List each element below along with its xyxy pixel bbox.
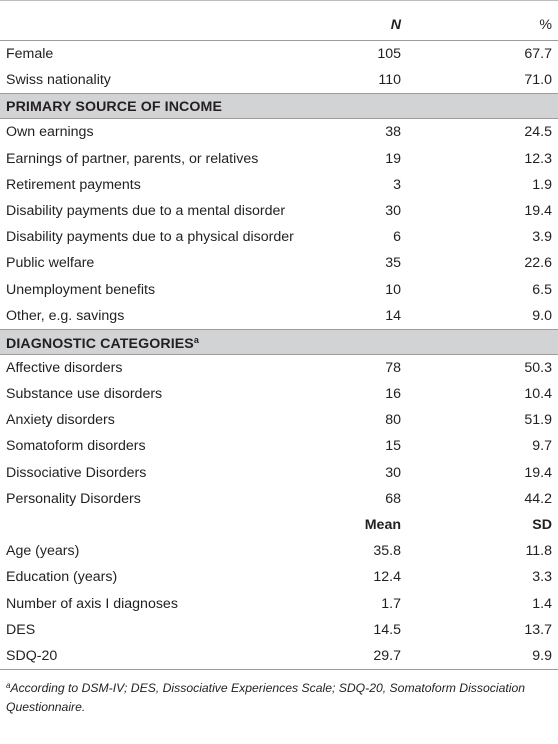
table-row [0, 355, 558, 381]
row-label: Personality Disorders [6, 490, 141, 507]
row-label: Unemployment benefits [6, 281, 156, 298]
row-n: 38 [385, 124, 401, 141]
row-percent: 24.5 [524, 124, 552, 141]
footnote-text: According to DSM-IV; DES, Dissociative Experiences Scale; SDQ-20, Somatoform Dissociation Questionnaire. [6, 681, 526, 715]
row-n: 10 [385, 281, 401, 298]
row-mean: 14.5 [373, 621, 401, 638]
row-label: Age (years) [6, 543, 80, 560]
row-percent: 10.4 [524, 386, 552, 403]
section-title [6, 335, 199, 352]
row-n: 110 [378, 72, 401, 89]
table-row [0, 407, 558, 433]
table-row [0, 172, 558, 198]
row-percent: 9.0 [532, 307, 552, 324]
table-header [0, 0, 558, 41]
row-label: Disability payments due to a mental disorder [6, 202, 286, 219]
table-row [0, 250, 558, 276]
row-percent: 19.4 [524, 464, 552, 481]
row-mean: 35.8 [373, 543, 401, 560]
row-label: Affective disorders [6, 359, 123, 376]
section-title: PRIMARY SOURCE OF INCOME [6, 99, 223, 116]
row-mean: 12.4 [373, 569, 401, 586]
row-label: Somatoform disorders [6, 438, 146, 455]
row-n: 3 [393, 176, 401, 193]
row-percent: 67.7 [524, 46, 552, 62]
table-row [0, 486, 558, 512]
table-row [0, 198, 558, 224]
row-label: Anxiety disorders [6, 412, 115, 429]
header-mean: Mean [364, 517, 401, 533]
row-percent: 44.2 [524, 490, 552, 507]
table-row [0, 146, 558, 172]
table-row [0, 381, 558, 407]
row-n: 35 [385, 255, 401, 272]
row-label: Own earnings [6, 124, 94, 141]
stats-subheader [0, 512, 558, 538]
row-sd: 1.4 [532, 595, 552, 612]
row-percent: 22.6 [524, 255, 552, 272]
table-row [0, 277, 558, 303]
row-percent: 1.9 [532, 176, 552, 193]
row-n: 105 [377, 46, 401, 62]
table-row [0, 67, 558, 93]
table-row [0, 303, 558, 329]
row-label: DES [6, 621, 36, 638]
row-percent: 19.4 [524, 202, 552, 219]
row-sd: 9.9 [532, 647, 552, 664]
row-label: Female [6, 46, 54, 62]
table-row [0, 119, 558, 145]
table-row [0, 41, 558, 67]
row-n: 14 [385, 307, 401, 324]
table-row [0, 433, 558, 459]
header-n: N [390, 17, 401, 33]
row-label: Swiss nationality [6, 72, 111, 89]
row-mean: 1.7 [381, 595, 401, 612]
row-percent: 9.7 [532, 438, 552, 455]
section-title-text: DIAGNOSTIC CATEGORIES [6, 335, 194, 352]
row-label: Retirement payments [6, 176, 141, 193]
row-mean: 29.7 [373, 647, 401, 664]
row-percent: 3.9 [532, 229, 552, 246]
row-percent: 51.9 [524, 412, 552, 429]
row-label: Education (years) [6, 569, 118, 586]
row-n: 68 [385, 490, 401, 507]
row-n: 16 [385, 386, 401, 403]
row-n: 80 [385, 412, 401, 429]
row-n: 19 [385, 150, 401, 167]
row-sd: 11.8 [525, 543, 552, 560]
table-row [0, 538, 558, 564]
row-label: Dissociative Disorders [6, 464, 147, 481]
row-percent: 71.0 [524, 72, 552, 89]
row-n: 30 [385, 202, 401, 219]
header-percent: % [539, 17, 552, 33]
table-row [0, 224, 558, 250]
row-sd: 13.7 [524, 621, 552, 638]
row-label: Earnings of partner, parents, or relatives [6, 150, 259, 167]
row-label: Other, e.g. savings [6, 307, 125, 324]
table-row [0, 643, 558, 669]
table-row [0, 460, 558, 486]
row-label: SDQ-20 [6, 647, 58, 664]
row-n: 30 [385, 464, 401, 481]
header-sd: SD [532, 517, 552, 533]
section-header-diagnostic [0, 329, 558, 355]
row-sd: 3.3 [532, 569, 552, 586]
table-row [0, 617, 558, 643]
table-footnote [0, 670, 558, 717]
row-n: 6 [393, 229, 401, 246]
row-percent: 50.3 [524, 359, 552, 376]
row-label: Substance use disorders [6, 386, 163, 403]
row-n: 78 [385, 359, 401, 376]
row-label: Public welfare [6, 255, 95, 272]
row-label: Number of axis I diagnoses [6, 595, 178, 612]
row-percent: 6.5 [532, 281, 552, 298]
table-row [0, 591, 558, 617]
table-row [0, 564, 558, 590]
footnote-marker: a [193, 334, 199, 345]
row-n: 15 [385, 438, 401, 455]
footnote-marker: a [6, 681, 11, 691]
row-label: Disability payments due to a physical disorder [6, 229, 294, 246]
row-percent: 12.3 [524, 150, 552, 167]
section-header-income [0, 93, 558, 119]
